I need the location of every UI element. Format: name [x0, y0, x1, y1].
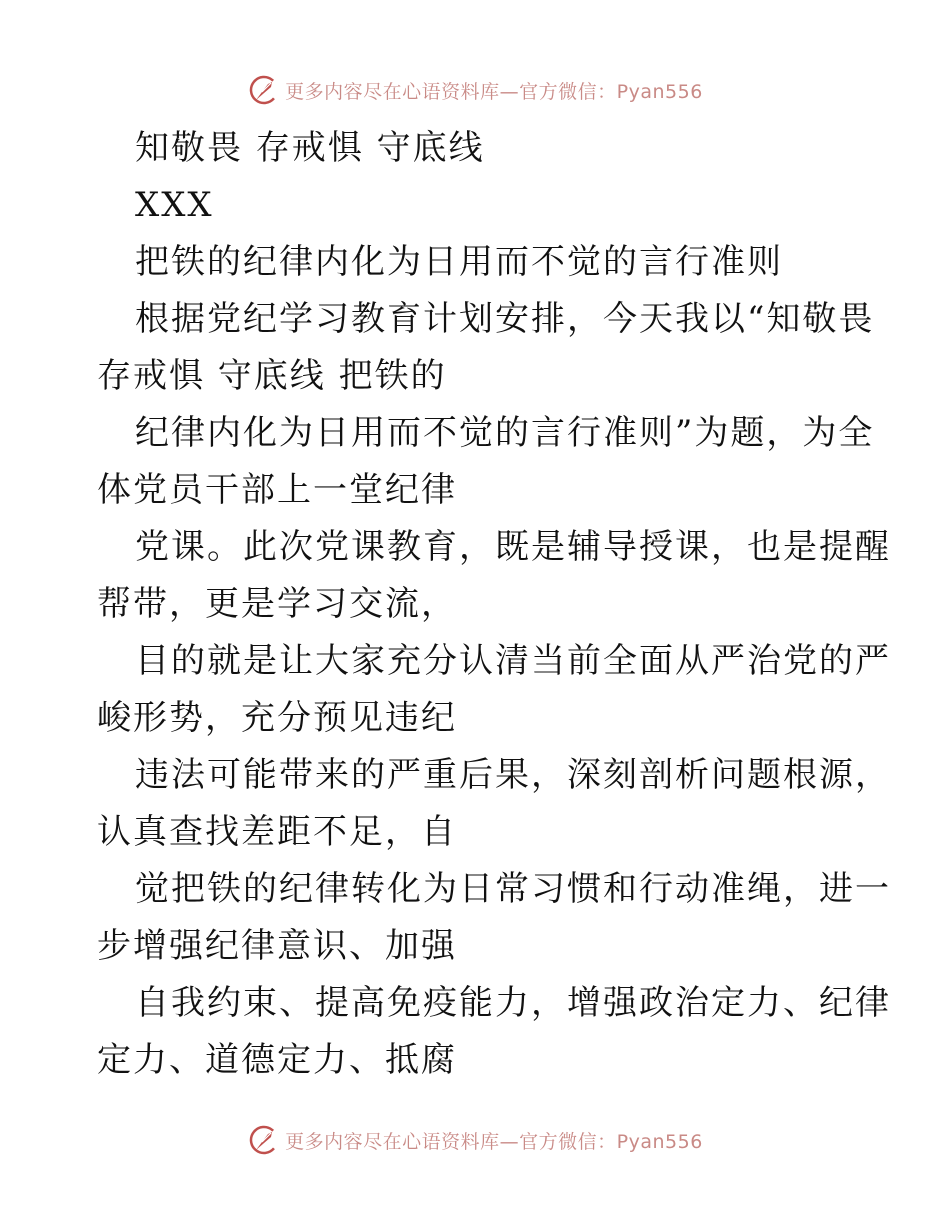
text-line: 帮带，更是学习交流， [97, 584, 457, 624]
text-line: 体党员干部上一堂纪律 [97, 470, 457, 510]
document-body [97, 120, 891, 1089]
document-subtitle: 把铁的纪律内化为日用而不觉的言行准则 [135, 242, 783, 282]
text-line: 党课。此次党课教育，既是辅导授课，也是提醒 [135, 527, 891, 567]
text-line: 自我约束、提高免疫能力，增强政治定力、纪律 [135, 983, 891, 1023]
text-line: 认真查找差距不足，自 [97, 812, 457, 852]
text-line: 违法可能带来的严重后果，深刻剖析问题根源， [135, 755, 891, 795]
text-line: 纪律内化为日用而不觉的言行准则”为题，为全 [135, 413, 875, 453]
watermark-text: 更多内容尽在心语资料库—官方微信：Pyan556 [285, 80, 703, 103]
document-title: 知敬畏 存戒惧 守底线 [135, 128, 485, 168]
text-line: 目的就是让大家充分认清当前全面从严治党的严 [135, 641, 891, 681]
author-name: XXX [135, 185, 214, 225]
watermark-text: 更多内容尽在心语资料库—官方微信：Pyan556 [285, 1130, 703, 1153]
text-line: 步增强纪律意识、加强 [97, 926, 457, 966]
footer-watermark [0, 1120, 950, 1160]
text-line: 根据党纪学习教育计划安排，今天我以“知敬畏 [135, 299, 875, 339]
text-line: 觉把铁的纪律转化为日常习惯和行动准绳，进一 [135, 869, 891, 909]
text-line: 峻形势，充分预见违纪 [97, 698, 457, 738]
text-line: 存戒惧 守底线 把铁的 [97, 356, 447, 396]
quill-pen-logo-icon [247, 1123, 281, 1157]
quill-pen-logo-icon [247, 73, 281, 107]
text-line: 定力、道德定力、抵腐 [97, 1040, 457, 1080]
header-watermark [0, 70, 950, 110]
